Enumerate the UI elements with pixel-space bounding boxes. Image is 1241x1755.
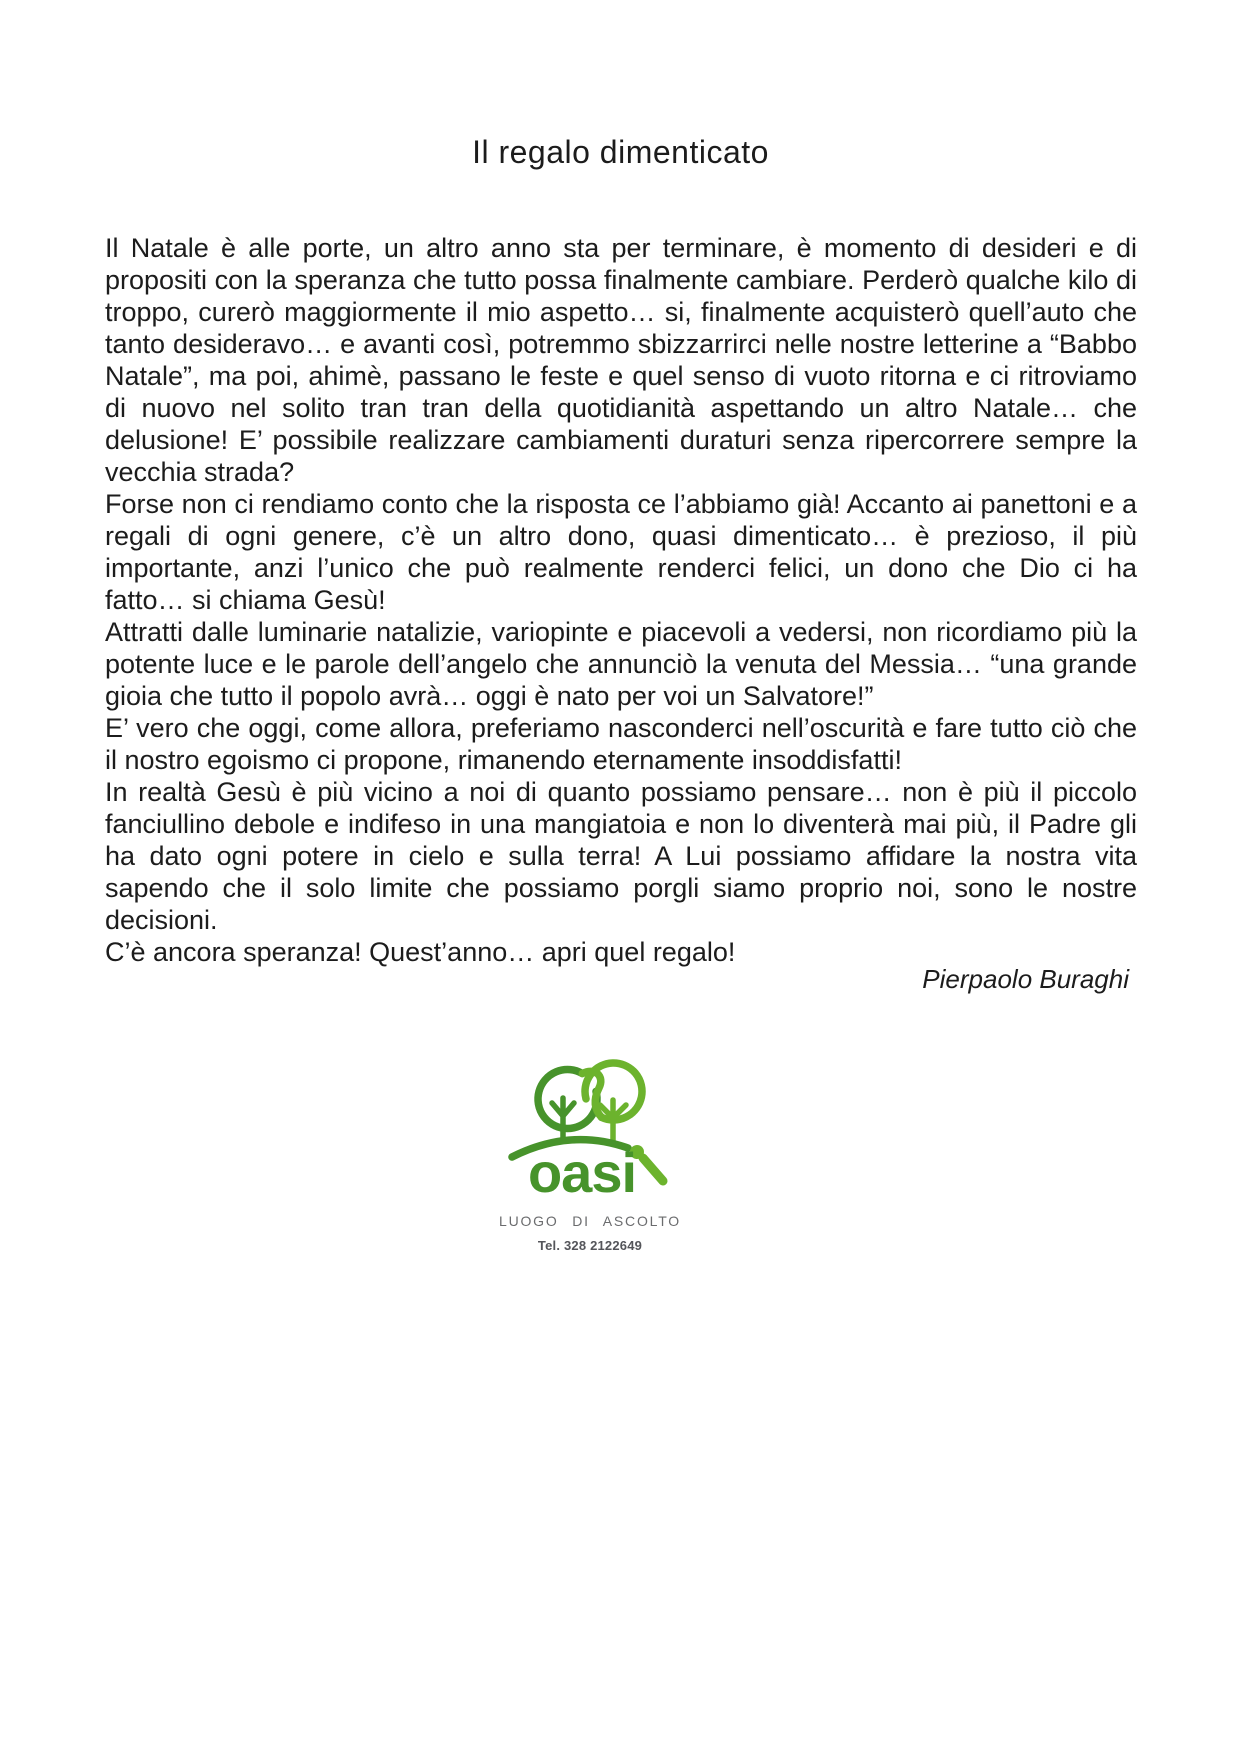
paragraph: Attratti dalle luminarie natalizie, variopinte e piacevoli a vedersi, non ricordiamo più la potente luce e le parole dell’angelo che annunciò la venuta del Messia… “una grande gioia che tutto il popolo avrà… oggi è nato per voi un Salvatore!” bbox=[105, 617, 1137, 711]
logo-wordmark: oasi bbox=[527, 1141, 637, 1204]
oasi-logo bbox=[445, 1050, 735, 1265]
logo-tagline: LUOGO DI ASCOLTO bbox=[499, 1213, 681, 1229]
paragraph: C’è ancora speranza! Quest’anno… apri quel regalo! bbox=[105, 937, 736, 967]
author-signature: Pierpaolo Buraghi bbox=[922, 964, 1129, 994]
paragraph: E’ vero che oggi, come allora, preferiamo nasconderci nell’oscurità e fare tutto ciò che il nostro egoismo ci propone, rimanendo eternamente insoddisfatti! bbox=[105, 713, 1137, 775]
logo-phone: Tel. 328 2122649 bbox=[537, 1238, 643, 1253]
paragraph: Forse non ci rendiamo conto che la risposta ce l’abbiamo già! Accanto ai panettoni e a regali di ogni genere, c’è un altro dono, quasi dimenticato… è prezioso, il più importante, anzi l’unico che può realmente renderci felici, un dono che Dio ci ha fatto… si chiama Gesù! bbox=[105, 489, 1137, 615]
article-body bbox=[105, 232, 1137, 968]
paragraph: In realtà Gesù è più vicino a noi di quanto possiamo pensare… non è più il piccolo fanciullino debole e indifeso in una mangiatoia e non lo diventerà mai più, il Padre gli ha dato ogni potere in cielo e sulla terra! A Lui possiamo affidare la nostra vita sapendo che il solo limite che possiamo porgli siamo proprio noi, sono le nostre decisioni. bbox=[105, 777, 1137, 935]
page-title: Il regalo dimenticato bbox=[472, 134, 769, 170]
paragraph: Il Natale è alle porte, un altro anno sta per terminare, è momento di desideri e di propositi con la speranza che tutto possa finalmente cambiare. Perderò qualche kilo di troppo, curerò maggiormente il mio aspetto… si, finalmente acquisterò quell’auto che tanto desideravo… e avanti così, potremmo sbizzarrirci nelle nostre letterine a “Babbo Natale”, ma poi, ahimè, passano le feste e quel senso di vuoto ritorna e ci ritroviamo di nuovo nel solito tran tran della quotidianità aspettando un altro Natale… che delusione! E’ possibile realizzare cambiamenti duraturi senza ripercorrere sempre la vecchia strada? bbox=[105, 233, 1137, 487]
